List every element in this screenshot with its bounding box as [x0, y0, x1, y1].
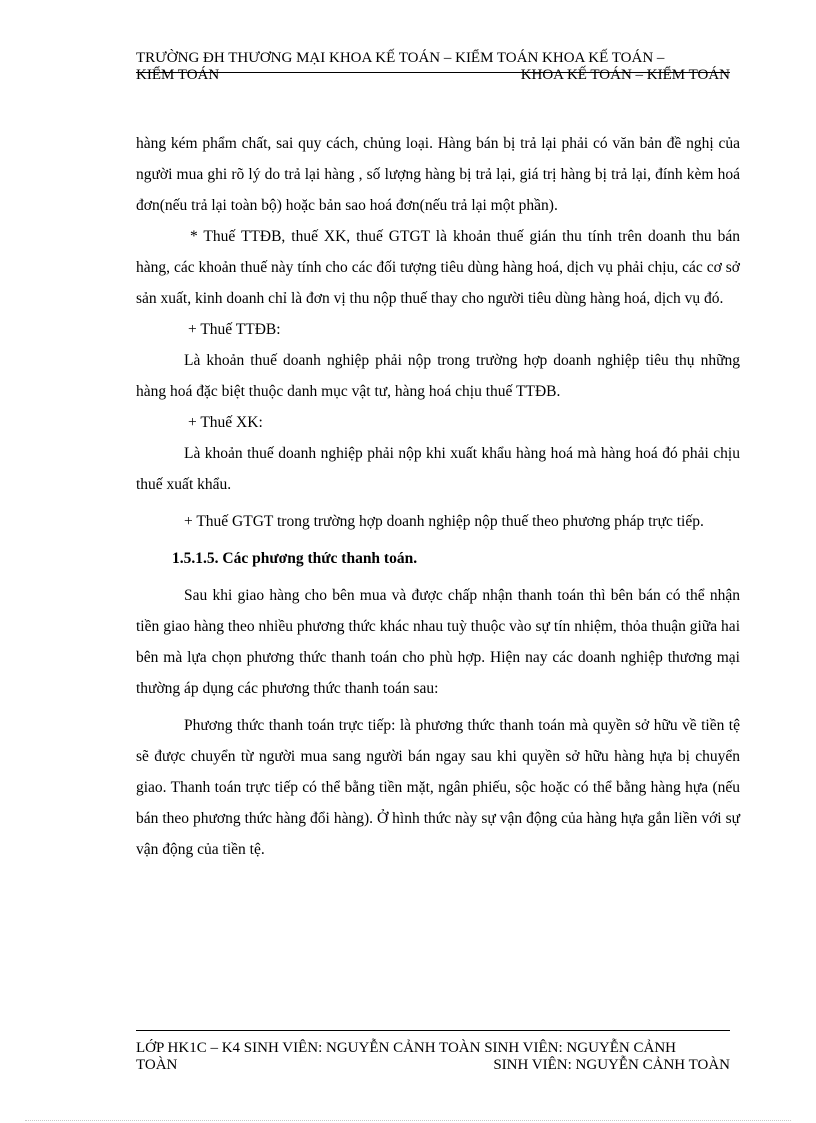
header-line-2-right: KHOA KẾ TOÁN – KIỂM TOÁN: [520, 67, 730, 83]
footer-line-1: LỚP HK1C – K4 SINH VIÊN: NGUYỄN CẢNH TOÀN SINH VIÊN: NGUYỄN CẢNH: [136, 1040, 676, 1056]
header-line-2: [136, 67, 730, 84]
paragraph-ttdb-description: Là khoản thuế doanh nghiệp phải nộp trong trường hợp doanh nghiệp tiêu thụ những hàng hoá đặc biệt thuộc danh mục vật tư, hàng hoá chịu thuế TTĐB.: [136, 352, 740, 400]
paragraph-direct-payment: Phương thức thanh toán trực tiếp: là phương thức thanh toán mà quyền sở hữu về tiền tệ sẽ được chuyển từ người mua sang người bán ngay sau khi quyền sở hữu hàng hựa bị chuyển giao. Thanh toán trực tiếp có thể bằng tiền mặt, ngân phiếu, sộc hoặc có thể bằng hàng hựa (nếu bán theo phương thức hàng đổi hàng). Ở hình thức này sự vận động của hàng hựa gắn liền với sự vận động của tiền tệ.: [136, 717, 740, 858]
paragraph-xk-label: + Thuế XK:: [188, 414, 263, 431]
paragraph-returned-goods: hàng kém phẩm chất, sai quy cách, chủng loại. Hàng bán bị trả lại phải có văn bản đề nghị của người mua ghi rõ lý do trả lại hàng , số lượng hàng bị trả lại, giá trị hàng bị trả lại, đính kèm hoá đơn(nếu trả lại toàn bộ) hoặc bản sao hoá đơn(nếu trả lại một phần).: [136, 135, 740, 214]
paragraph-indirect-taxes: * Thuế TTĐB, thuế XK, thuế GTGT là khoản thuế gián thu tính trên doanh thu bán hàng, các khoản thuế này tính cho các đối tượng tiêu dùng hàng hoá, dịch vụ phải chịu, các cơ sở sản xuất, kinh doanh chỉ là đơn vị thu nộp thuế thay cho người tiêu dùng hàng hoá, dịch vụ đó.: [136, 228, 740, 307]
section-heading: 1.5.1.5. Các phương thức thanh toán.: [172, 550, 418, 567]
footer-divider: [136, 1030, 730, 1031]
paragraph-gtgt: + Thuế GTGT trong trường hợp doanh nghiệp nộp thuế theo phương pháp trực tiếp.: [184, 513, 704, 530]
document-body: [136, 128, 740, 865]
paragraph-xk-description: Là khoản thuế doanh nghiệp phải nộp khi xuất khẩu hàng hoá mà hàng hoá đó phải chịu thuế xuất khẩu.: [136, 445, 740, 493]
page-footer: [136, 1040, 730, 1074]
paragraph-payment-intro: Sau khi giao hàng cho bên mua và được chấp nhận thanh toán thì bên bán có thể nhận tiền giao hàng theo nhiều phương thức khác nhau tuỳ thuộc vào sự tín nhiệm, thỏa thuận giữa hai bên mà lựa chọn phương thức thanh toán cho phù hợp. Hiện nay các doanh nghiệp thương mại thường áp dụng các phương thức thanh toán sau:: [136, 587, 740, 697]
header-line-1: TRƯỜNG ĐH THƯƠNG MẠI KHOA KẾ TOÁN – KIỂM TOÁN KHOA KẾ TOÁN –: [136, 50, 665, 66]
footer-line-2: [136, 1057, 730, 1074]
footer-line-2-left: TOÀN: [136, 1057, 178, 1073]
header-line-2-left: KIỂM TOÁN: [136, 67, 220, 83]
page-edge-divider: [25, 1120, 791, 1121]
paragraph-ttdb-label: + Thuế TTĐB:: [188, 321, 281, 338]
footer-line-2-right: SINH VIÊN: NGUYỄN CẢNH TOÀN: [493, 1057, 730, 1073]
header-divider: [136, 72, 730, 73]
page-header: [136, 50, 730, 84]
